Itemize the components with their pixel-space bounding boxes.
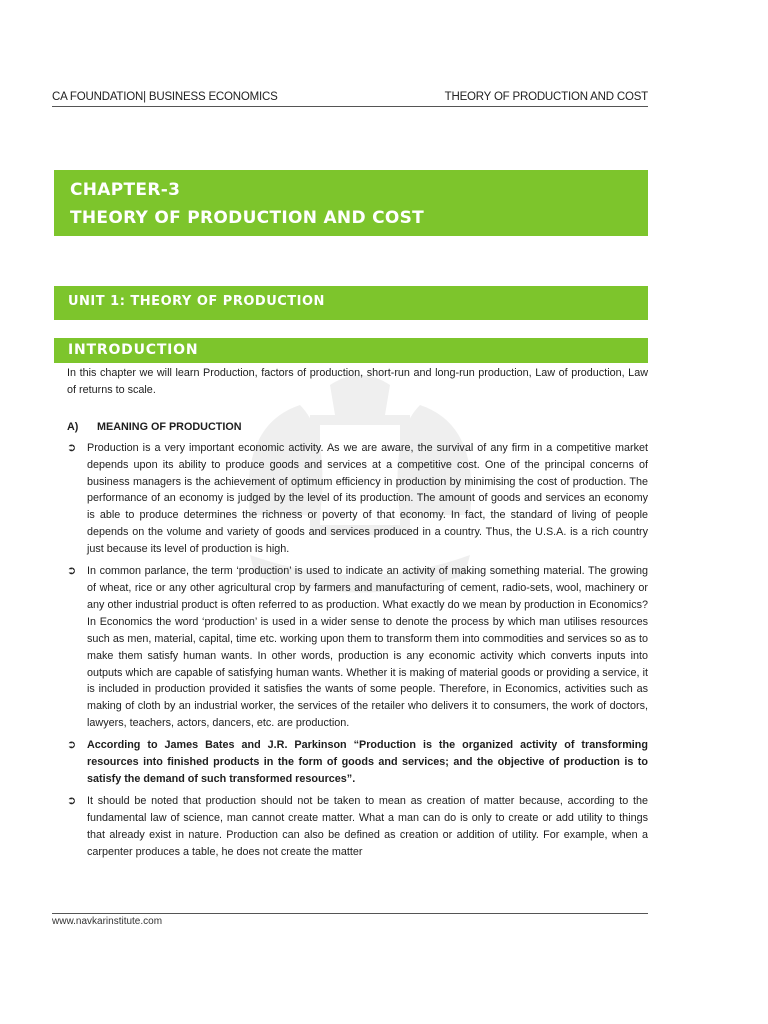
unit-title-banner [54,286,648,320]
header-chapter-label: THEORY OF PRODUCTION AND COST [444,91,648,103]
list-item [67,793,648,861]
arrow-bullet-icon: ➲ [67,441,77,454]
chapter-number: CHAPTER-3 [70,180,181,200]
arrow-bullet-icon: ➲ [67,794,77,807]
introduction-heading: INTRODUCTION [68,342,199,358]
page-footer [52,913,648,927]
unit-title: UNIT 1: THEORY OF PRODUCTION [68,294,325,309]
section-title: MEANING OF PRODUCTION [97,420,242,433]
list-item-text: According to James Bates and J.R. Parkinson “Production is the organized activity of transforming resources into finished products in the form of goods and services; and the objective of production is to satisfy the demand of such transformed resources”. [87,739,648,785]
list-item [67,563,648,732]
chapter-title-banner [54,170,648,236]
introduction-paragraph: In this chapter we will learn Production, factors of production, short-run and long-run production, Law of production, Law of returns to scale. [67,367,648,396]
footer-website-url: www.navkarinstitute.com [52,916,163,927]
list-item [67,737,648,788]
running-header [52,91,648,107]
section-heading-meaning-of-production [67,419,648,436]
page-content [67,365,648,865]
list-item-text: In common parlance, the term ‘production’ is used to indicate an activity of making something material. The growing of wheat, rice or any other agricultural crop by farmers and manufacturing of cement, radio-sets, wool, machinery or any other industrial product is often referred to as production. What exactly do we mean by production in Economics? In Economics the word ‘production’ is used in a wider sense to denote the process by which man utilises resources such as men, material, capital, time etc. working upon them to transform them into commodities and services so as to make them satisfy human wants. In other words, production is any economic activity which converts inputs into outputs which are capable of satisfying human wants. Whether it is making of material goods or providing a service, it is included in production provided it satisfies the wants of some people. Therefore, in Economics, activities such as making of cloth by an industrial worker, the services of the retailer who delivers it to consumers, the work of doctors, lawyers, teachers, actors, dancers, etc. are production. [87,565,648,730]
chapter-title: THEORY OF PRODUCTION AND COST [70,208,425,228]
arrow-bullet-icon: ➲ [67,739,77,752]
list-item-text: Production is a very important economic activity. As we are aware, the survival of any firm in a competitive market depends upon its ability to produce goods and services at a competitive cost. One of the principal concerns of business managers is the achievement of optimum efficiency in production by minimising the cost of production. The performance of an economy is judged by the level of its production. The amount of goods and services an economy is able to produce determines the richness or poverty of that economy. In fact, the standard of living of people depends on the volume and variety of goods and services produced in a country. Thus, the U.S.A. is a rich country just because its level of production is high. [87,441,648,556]
header-course-label: CA FOUNDATION| BUSINESS ECONOMICS [52,91,278,103]
section-number: A) [67,420,79,433]
list-item [67,440,648,558]
list-item-text: It should be noted that production should not be taken to mean as creation of matter because, according to the fundamental law of science, man cannot create matter. What a man can do is only to create or add utility to things that already exist in nature. Production can also be defined as creation or addition of utility. For example, when a carpenter produces a table, he does not create the matter [87,794,648,858]
introduction-heading-banner [54,338,648,363]
arrow-bullet-icon: ➲ [67,565,77,578]
meaning-of-production-list [67,440,648,861]
